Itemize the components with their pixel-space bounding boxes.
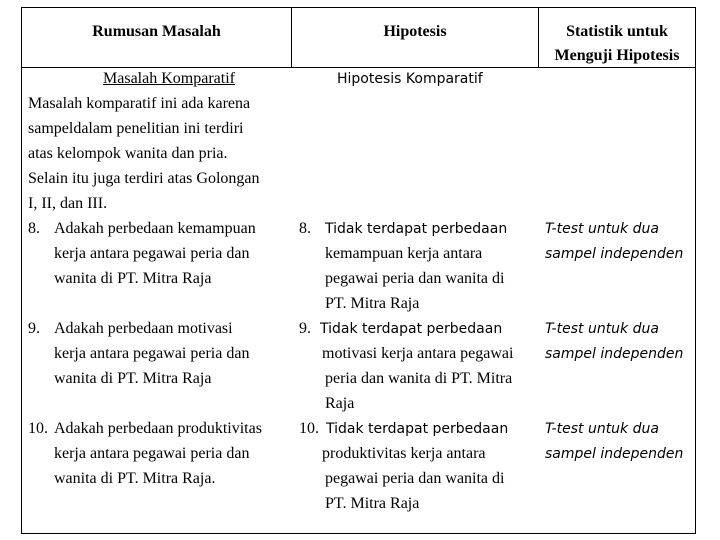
masalah-intro-line: Masalah komparatif ini ada karena [28, 95, 251, 112]
header-statistik-line2: Menguji Hipotesis [554, 47, 680, 64]
hipotesis-item-number: 10. [299, 420, 319, 437]
masalah-item-number: 8. [28, 220, 40, 237]
hipotesis-item-line: PT. Mitra Raja [325, 295, 420, 312]
hipotesis-item-number: 9. [299, 320, 311, 337]
hipotesis-item-line: pegawai peria dan wanita di [325, 270, 505, 287]
hipotesis-item-line: pegawai peria dan wanita di [325, 470, 505, 487]
hipotesis-item-line: Tidak terdapat perbedaan [326, 421, 509, 437]
hipotesis-item-line: PT. Mitra Raja [325, 495, 420, 512]
masalah-item-line: Adakah perbedaan kemampuan [54, 220, 256, 237]
masalah-item-line: kerja antara pegawai peria dan [54, 245, 250, 262]
masalah-item-line: wanita di PT. Mitra Raja [54, 270, 212, 287]
masalah-title: Masalah Komparatif [103, 70, 235, 87]
masalah-item-line: kerja antara pegawai peria dan [54, 345, 250, 362]
masalah-item-number: 9. [28, 320, 40, 337]
hipotesis-item-line: Raja [325, 395, 355, 412]
masalah-intro-line: I, II, dan III. [28, 195, 108, 212]
statistik-item-line: T-test untuk dua [545, 421, 659, 437]
masalah-item-number: 10. [28, 420, 48, 437]
statistik-item-line: T-test untuk dua [545, 321, 659, 337]
masalah-item-line: Adakah perbedaan motivasi [54, 320, 233, 337]
masalah-intro-line: Selain itu juga terdiri atas Golongan [28, 170, 260, 187]
hipotesis-item-line: motivasi kerja antara pegawai [322, 345, 514, 362]
hipotesis-item-line: kemampuan kerja antara [325, 245, 483, 262]
masalah-item-line: kerja antara pegawai peria dan [54, 445, 250, 462]
statistik-item-line: sampel independen [545, 346, 684, 362]
hipotesis-title: Hipotesis Komparatif [337, 71, 483, 87]
header-statistik-line1: Statistik untuk [566, 23, 668, 40]
hipotesis-item-line: Tidak terdapat perbedaan [320, 321, 503, 337]
masalah-item-line: wanita di PT. Mitra Raja [54, 370, 212, 387]
hipotesis-item-number: 8. [299, 220, 311, 237]
masalah-item-line: wanita di PT. Mitra Raja. [54, 470, 216, 487]
masalah-intro-line: atas kelompok wanita dan pria. [28, 145, 228, 162]
statistik-item-line: T-test untuk dua [545, 221, 659, 237]
header-hipotesis: Hipotesis [383, 23, 447, 40]
hipotesis-item-line: Tidak terdapat perbedaan [325, 221, 508, 237]
statistik-item-line: sampel independen [545, 446, 684, 462]
masalah-intro-line: sampeldalam penelitian ini terdiri [28, 120, 244, 137]
hipotesis-item-line: produktivitas kerja antara [322, 445, 486, 462]
masalah-item-line: Adakah perbedaan produktivitas [54, 420, 262, 437]
header-rumusan-masalah: Rumusan Masalah [92, 23, 221, 40]
hipotesis-item-line: peria dan wanita di PT. Mitra [325, 370, 513, 387]
statistik-item-line: sampel independen [545, 246, 684, 262]
